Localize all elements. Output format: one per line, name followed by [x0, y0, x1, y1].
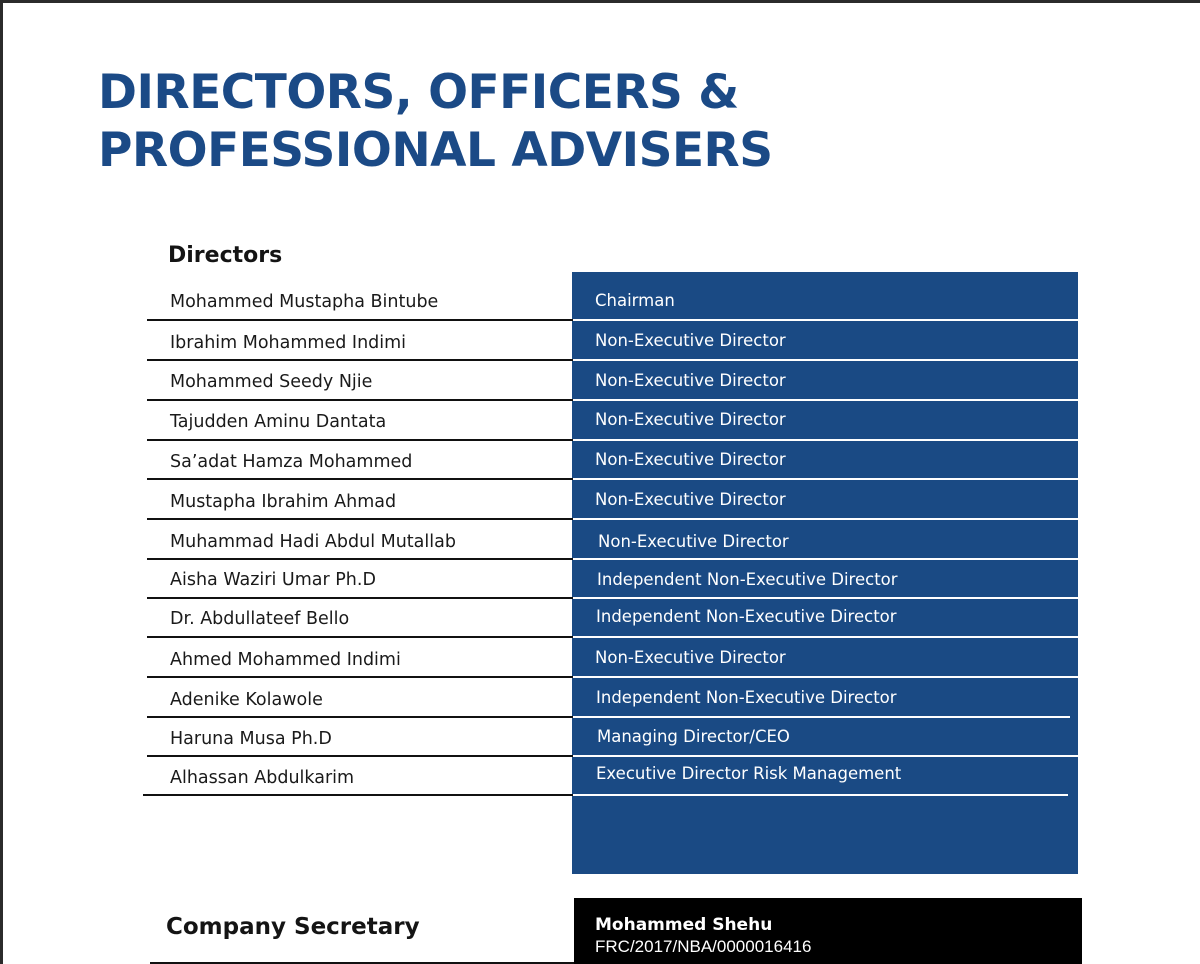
- page-frame-top: [0, 0, 1200, 3]
- director-name: Aisha Waziri Umar Ph.D: [170, 570, 376, 590]
- role-row-divider: [573, 794, 1068, 796]
- director-role: Independent Non-Executive Director: [596, 607, 897, 626]
- director-row-divider: [147, 558, 573, 560]
- role-row-divider: [573, 558, 1078, 560]
- directors-heading: Directors: [168, 243, 283, 268]
- director-row-divider: [147, 636, 573, 638]
- director-name: Ibrahim Mohammed Indimi: [170, 333, 407, 353]
- director-role: Independent Non-Executive Director: [597, 570, 898, 589]
- director-row-divider: [147, 478, 573, 480]
- director-role: Executive Director Risk Management: [596, 764, 902, 783]
- director-row-divider: [147, 676, 573, 678]
- director-role: Non-Executive Director: [598, 532, 789, 551]
- director-row-divider: [147, 518, 573, 520]
- director-name: Tajudden Aminu Dantata: [170, 412, 387, 432]
- role-row-divider: [573, 359, 1078, 361]
- director-row-divider: [147, 319, 573, 321]
- role-row-divider: [573, 716, 1070, 718]
- director-row-divider: [143, 794, 573, 796]
- director-role: Non-Executive Director: [595, 490, 786, 509]
- director-row-divider: [147, 716, 573, 718]
- director-name: Mohammed Seedy Njie: [170, 372, 373, 392]
- page-frame-left: [0, 0, 3, 964]
- director-role: Chairman: [595, 291, 675, 310]
- role-row-divider: [573, 676, 1078, 678]
- director-role: Non-Executive Director: [595, 450, 786, 469]
- director-name: Mustapha Ibrahim Ahmad: [170, 492, 397, 512]
- role-row-divider: [573, 439, 1078, 441]
- page-title-line-1: DIRECTORS, OFFICERS &: [98, 65, 739, 120]
- director-role: Non-Executive Director: [595, 371, 786, 390]
- director-row-divider: [147, 597, 573, 599]
- director-role: Independent Non-Executive Director: [596, 688, 897, 707]
- director-name: Haruna Musa Ph.D: [170, 729, 332, 749]
- director-row-divider: [147, 359, 573, 361]
- director-role: Managing Director/CEO: [597, 727, 790, 746]
- director-name: Adenike Kolawole: [170, 690, 323, 710]
- director-name: Sa’adat Hamza Mohammed: [170, 452, 413, 472]
- page-title: [98, 64, 773, 180]
- director-name: Mohammed Mustapha Bintube: [170, 292, 439, 312]
- director-row-divider: [147, 399, 573, 401]
- director-role: Non-Executive Director: [595, 331, 786, 350]
- role-row-divider: [573, 636, 1078, 638]
- company-secretary-name: Mohammed Shehu: [595, 915, 773, 935]
- director-role: Non-Executive Director: [595, 648, 786, 667]
- director-name: Muhammad Hadi Abdul Mutallab: [170, 532, 456, 552]
- role-row-divider: [573, 518, 1078, 520]
- director-row-divider: [147, 439, 573, 441]
- director-name: Dr. Abdullateef Bello: [170, 609, 350, 629]
- director-name: Ahmed Mohammed Indimi: [170, 650, 401, 670]
- director-name: Alhassan Abdulkarim: [170, 768, 355, 788]
- role-row-divider: [573, 478, 1078, 480]
- role-row-divider: [573, 755, 1078, 757]
- page-title-line-2: PROFESSIONAL ADVISERS: [98, 123, 773, 178]
- role-row-divider: [573, 597, 1078, 599]
- director-row-divider: [147, 755, 573, 757]
- company-secretary-heading: Company Secretary: [166, 914, 420, 940]
- director-role: Non-Executive Director: [595, 410, 786, 429]
- company-secretary-registration: FRC/2017/NBA/0000016416: [595, 937, 812, 956]
- role-row-divider: [573, 319, 1078, 321]
- role-row-divider: [573, 399, 1078, 401]
